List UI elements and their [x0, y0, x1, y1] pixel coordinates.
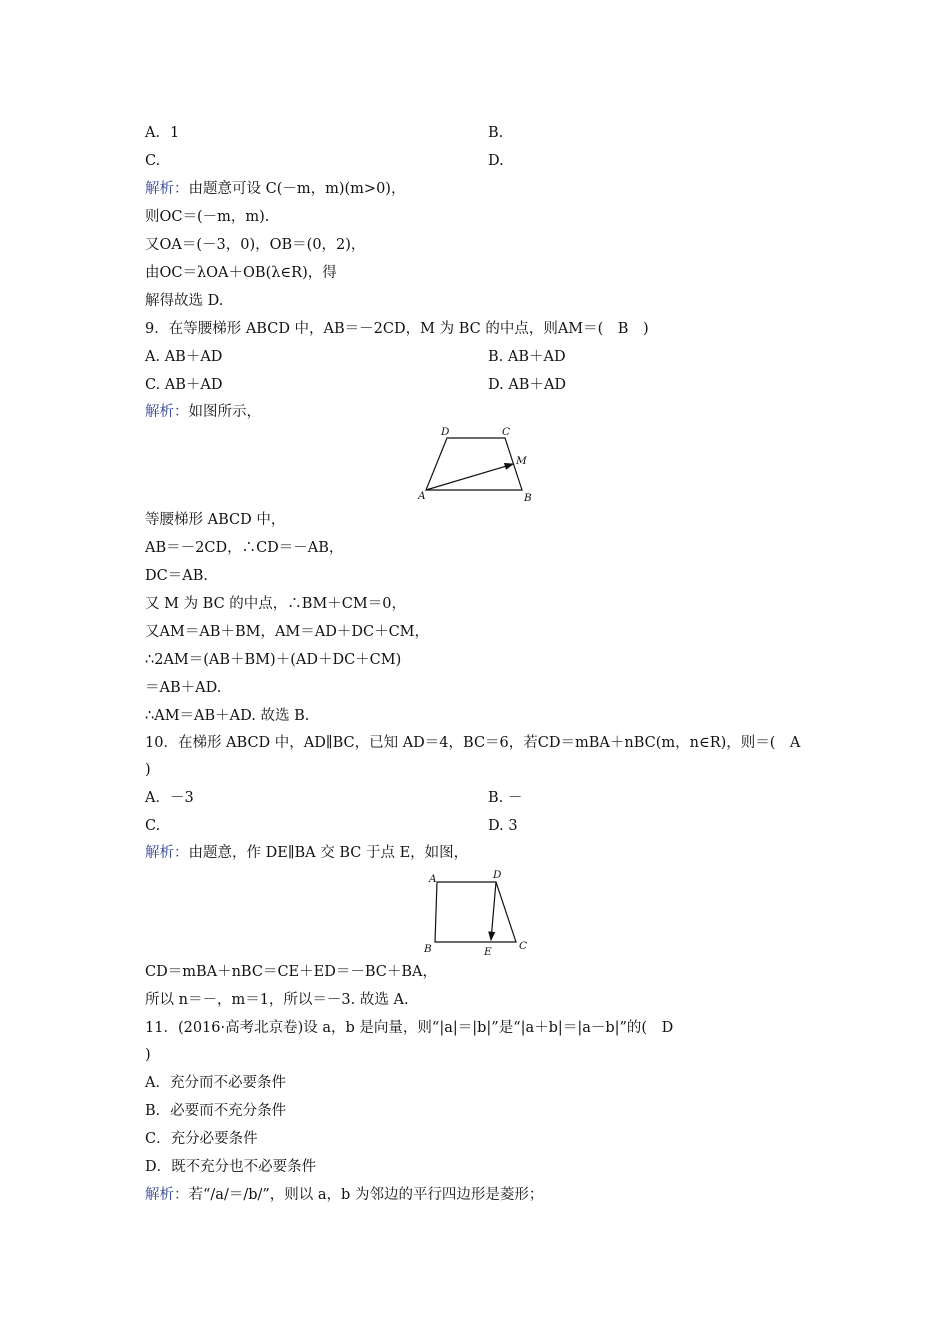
q9-option-c: C. AB＋AD: [145, 377, 223, 393]
q8-line-5: 解得故选 D.: [145, 293, 224, 309]
q10-trapezoid-figure: [420, 866, 532, 960]
q11-option-d: D．既不充分也不必要条件: [145, 1159, 317, 1175]
analysis-text: 如图所示，: [188, 404, 261, 420]
q11-option-b: B．必要而不充分条件: [145, 1103, 287, 1119]
analysis-text: 由题意，作 DE∥BA 交 BC 于点 E，如图，: [188, 845, 469, 861]
q8-option-a: A．1: [145, 125, 180, 141]
q9-option-a: A. AB＋AD: [145, 349, 223, 365]
q11-option-c: C．充分必要条件: [145, 1131, 258, 1147]
q10-option-a: A．－3: [145, 790, 194, 806]
analysis-label: 解析：: [145, 1187, 189, 1203]
q8-line-2: 则OC＝(－m，m).: [145, 209, 270, 225]
analysis-label: 解析：: [145, 181, 189, 197]
label-a: A: [418, 490, 426, 502]
label-b: B: [424, 943, 432, 955]
q9-line-2: AB＝－2CD，∴CD＝－AB，: [145, 540, 344, 556]
label-d: D: [493, 869, 502, 881]
q9-analysis: [145, 402, 261, 422]
label-a: A: [429, 873, 437, 885]
q10-analysis: [145, 843, 468, 863]
segment-de-arrow: [491, 882, 496, 940]
q9-stem: 9．在等腰梯形 ABCD 中，AB＝－2CD，M 为 BC 的中点，则AM＝( B ): [145, 321, 649, 337]
q10-line-2: 所以 n＝－，m＝1，所以＝－3. 故选 A.: [145, 992, 409, 1008]
q8-option-c: C.: [145, 153, 161, 169]
q9-option-d: D. AB＋AD: [488, 377, 567, 393]
q11-stem-close: ): [145, 1047, 151, 1063]
q8-option-b: B.: [488, 125, 504, 141]
q8-line-4: 由OC＝λOA＋OB(λ∈R)，得: [145, 265, 337, 281]
q9-line-7: ＝AB＋AD.: [145, 680, 222, 696]
q8-option-d: D.: [488, 153, 504, 169]
q9-trapezoid-figure: [410, 424, 540, 506]
analysis-label: 解析：: [145, 404, 189, 420]
label-c: C: [502, 426, 511, 438]
label-d: D: [441, 426, 450, 438]
q8-line-3: 又OA＝(－3，0)，OB＝(0，2)，: [145, 237, 366, 253]
q9-line-4: 又 M 为 BC 的中点，∴BM＋CM＝0，: [145, 596, 406, 612]
q9-line-8: ∴AM＝AB＋AD. 故选 B.: [145, 708, 310, 724]
analysis-text: 若“/a/＝/b/”，则以 a，b 为邻边的平行四边形是菱形；: [188, 1187, 544, 1203]
q10-stem: 10．在梯形 ABCD 中，AD∥BC，已知 AD＝4，BC＝6，若CD＝mBA＋nBC(m，n∈R)，则＝( A: [145, 735, 801, 751]
q11-option-a: A．充分而不必要条件: [145, 1075, 286, 1091]
trapezoid-shape: [435, 882, 516, 942]
q10-option-b: B. －: [488, 790, 523, 806]
q9-line-5: 又AM＝AB＋BM，AM＝AD＋DC＋CM，: [145, 624, 430, 640]
analysis-text: 由题意可设 C(－m，m)(m>0)，: [188, 181, 406, 197]
q10-stem-close: ): [145, 762, 151, 778]
q8-analysis: [145, 179, 405, 199]
analysis-label: 解析：: [145, 845, 189, 861]
label-m: M: [516, 455, 527, 467]
q9-line-1: 等腰梯形 ABCD 中，: [145, 512, 286, 528]
q9-line-6: ∴2AM＝(AB＋BM)＋(AD＋DC＋CM): [145, 652, 402, 668]
label-e: E: [484, 946, 492, 958]
q11-stem: 11．(2016·高考北京卷)设 a，b 是向量，则“|a|＝|b|”是“|a＋b|＝|a－b|”的( D: [145, 1020, 674, 1036]
q10-option-d: D. 3: [488, 818, 518, 834]
q9-line-3: DC＝AB.: [145, 568, 208, 584]
trapezoid-shape: [426, 438, 522, 490]
q9-option-b: B. AB＋AD: [488, 349, 566, 365]
q10-line-1: CD＝mBA＋nBC＝CE＋ED＝－BC＋BA，: [145, 964, 437, 980]
q11-analysis: [145, 1185, 543, 1205]
label-c: C: [519, 940, 528, 952]
q10-option-c: C.: [145, 818, 161, 834]
vector-am-arrow: [426, 464, 513, 490]
label-b: B: [524, 492, 532, 504]
